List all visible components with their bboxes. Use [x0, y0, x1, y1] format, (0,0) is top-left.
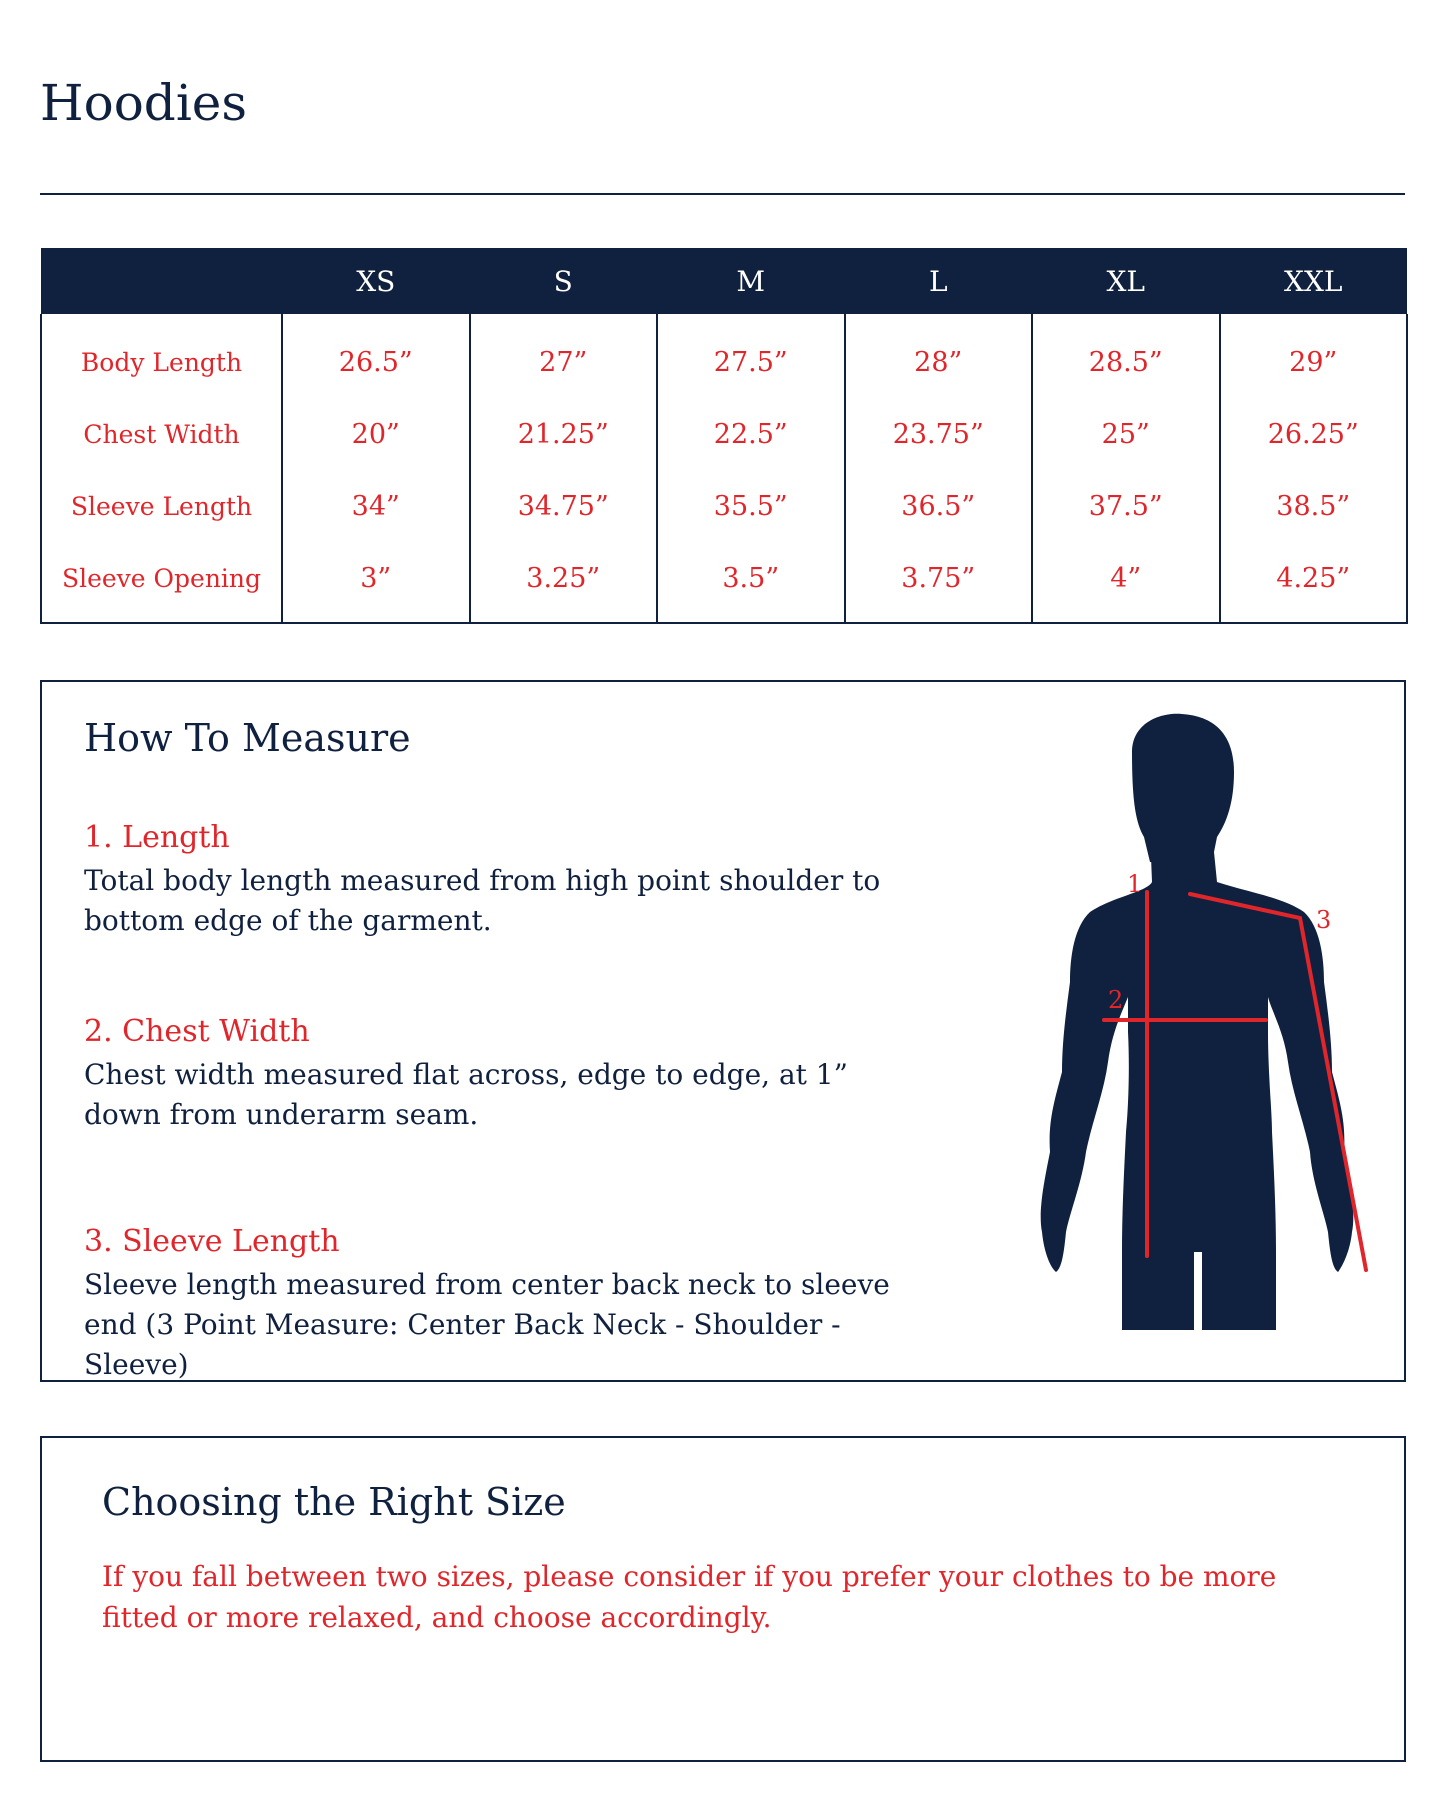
table-cell: 3” — [282, 542, 470, 623]
table-cell: 26.25” — [1220, 398, 1408, 470]
choosing-size-heading: Choosing the Right Size — [102, 1480, 566, 1524]
table-row — [41, 398, 1407, 470]
table-cell: 28” — [845, 314, 1033, 398]
measure-item-length — [84, 818, 904, 941]
body-silhouette-icon — [972, 712, 1392, 1352]
table-cell: 34” — [282, 470, 470, 542]
measure-item-chest-width — [84, 1012, 904, 1135]
how-to-measure-heading: How To Measure — [84, 716, 411, 760]
table-cell: 36.5” — [845, 470, 1033, 542]
measure-item-title: 1. Length — [84, 820, 230, 855]
measure-item-description: Sleeve length measured from center back neck to sleeve end (3 Point Measure: Center Back Neck - Shoulder - Sleeve) — [84, 1268, 890, 1381]
table-cell: 3.5” — [657, 542, 845, 623]
measure-item-description: Chest width measured flat across, edge to edge, at 1” down from underarm seam. — [84, 1058, 848, 1131]
measure-item-title: 2. Chest Width — [84, 1014, 310, 1049]
header-cell-xl: XL — [1032, 248, 1220, 314]
table-cell: 26.5” — [282, 314, 470, 398]
figure-marker-2: 2 — [1108, 986, 1124, 1014]
how-to-measure-panel — [40, 680, 1406, 1382]
table-cell: 4.25” — [1220, 542, 1408, 623]
row-label: Body Length — [41, 314, 282, 398]
header-cell-xs: XS — [282, 248, 470, 314]
size-chart-table — [40, 248, 1408, 624]
row-label: Sleeve Length — [41, 470, 282, 542]
measure-item-title: 3. Sleeve Length — [84, 1224, 340, 1259]
table-cell: 38.5” — [1220, 470, 1408, 542]
title-divider — [40, 193, 1405, 195]
table-row — [41, 470, 1407, 542]
header-cell-xxl: XXL — [1220, 248, 1408, 314]
table-cell: 23.75” — [845, 398, 1033, 470]
header-cell-s: S — [470, 248, 658, 314]
header-cell-empty — [41, 248, 282, 314]
table-cell: 35.5” — [657, 470, 845, 542]
measure-item-description: Total body length measured from high point shoulder to bottom edge of the garment. — [84, 864, 881, 937]
table-cell: 22.5” — [657, 398, 845, 470]
figure-marker-1: 1 — [1127, 870, 1143, 898]
table-cell: 21.25” — [470, 398, 658, 470]
table-cell: 20” — [282, 398, 470, 470]
table-cell: 27.5” — [657, 314, 845, 398]
figure-marker-3: 3 — [1316, 906, 1332, 934]
table-cell: 27” — [470, 314, 658, 398]
table-cell: 37.5” — [1032, 470, 1220, 542]
row-label: Chest Width — [41, 398, 282, 470]
table-cell: 34.75” — [470, 470, 658, 542]
header-cell-m: M — [657, 248, 845, 314]
table-cell: 25” — [1032, 398, 1220, 470]
table-cell: 3.75” — [845, 542, 1033, 623]
page-title: Hoodies — [40, 74, 248, 132]
table-cell: 29” — [1220, 314, 1408, 398]
header-cell-l: L — [845, 248, 1033, 314]
size-header-row — [41, 248, 1407, 314]
choosing-size-text: If you fall between two sizes, please consider if you prefer your clothes to be more fitted or more relaxed, and choose accordingly. — [102, 1560, 1277, 1634]
table-cell: 3.25” — [470, 542, 658, 623]
choosing-size-panel — [40, 1436, 1406, 1762]
row-label: Sleeve Opening — [41, 542, 282, 623]
measure-item-sleeve-length — [84, 1222, 924, 1385]
table-row — [41, 314, 1407, 398]
table-cell: 4” — [1032, 542, 1220, 623]
table-row — [41, 542, 1407, 623]
table-cell: 28.5” — [1032, 314, 1220, 398]
